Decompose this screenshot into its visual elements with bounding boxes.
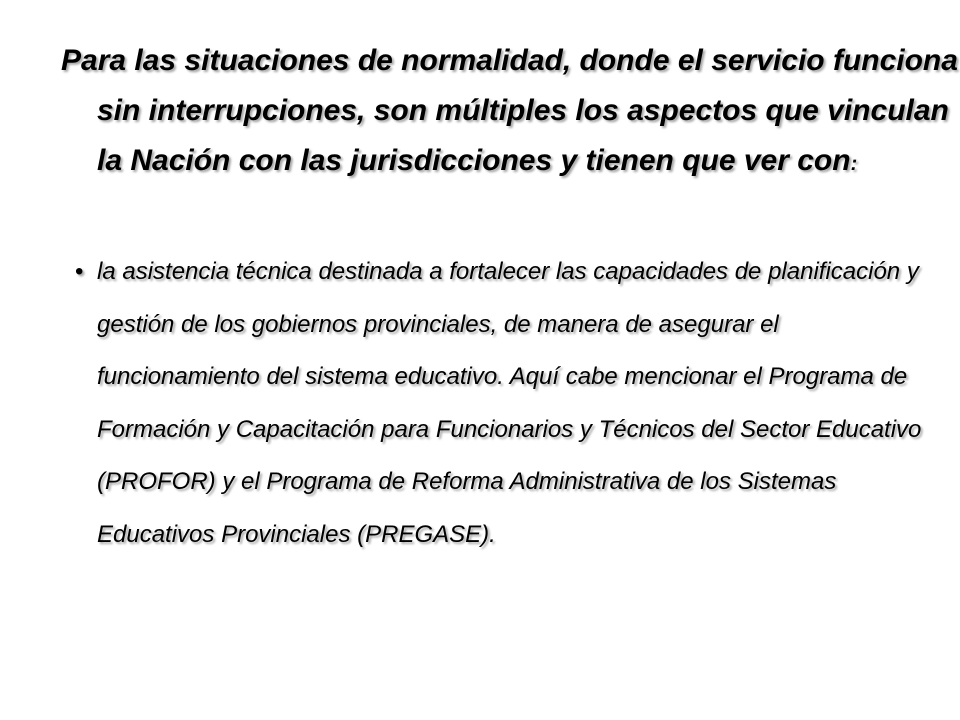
slide-heading-text: Para las situaciones de normalidad, donde el servicio funciona sin interrupciones, son múltiples los aspectos que vinculan la Nación con las jurisdicciones y tienen que ver con	[61, 44, 958, 177]
slide-heading-colon: :	[850, 153, 858, 175]
bullet-marker: •	[75, 258, 84, 285]
bullet-text: la asistencia técnica destinada a fortalecer las capacidades de planificación y gestión de los gobiernos provinciales, de manera de asegurar el funcionamiento del sistema educativo. Aquí cabe mencionar el Programa de Formación y Capacitación para Funcionarios y Técnicos del Sector Educativo (PROFOR) y el Programa de Reforma Administrativa de los Sistemas Educativos Provinciales (PREGASE).	[97, 258, 922, 548]
slide-heading	[61, 36, 960, 189]
bullet-list	[61, 246, 931, 561]
bullet-item	[61, 246, 931, 561]
